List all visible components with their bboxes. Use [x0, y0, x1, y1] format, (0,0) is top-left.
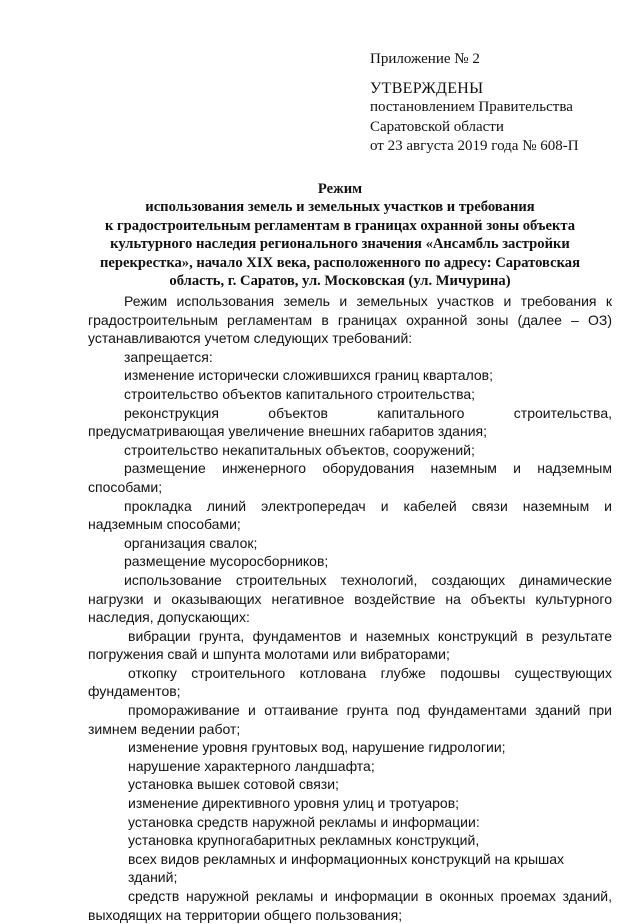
- approved-label: УТВЕРЖДЕНЫ: [370, 79, 484, 97]
- sub-list-item: установка средств наружной рекламы и информации:: [128, 813, 480, 830]
- title-line: культурного наследия регионального значения «Ансамбль застройки: [110, 236, 570, 253]
- title-line: область, г. Саратов, ул. Московская (ул. Мичурина): [169, 273, 511, 290]
- sub-list-item: вибрации грунта, фундаментов и наземных конструкций в результате погружения свай и шпунта молотами или вибраторами;: [88, 627, 612, 663]
- document-body: [88, 292, 612, 924]
- title-line: перекрестка», начало XIX века, расположенного по адресу: Саратовская: [100, 254, 580, 271]
- sub-list-item: установка крупногабаритных рекламных конструкций,: [128, 832, 480, 849]
- intro-paragraph: Режим использования земель и земельных участков и требования к градостроительным регламентам в границах охранной зоны (далее – ОЗ) устанавливаются учетом следующих требований:: [88, 293, 612, 347]
- list-item: размещение инженерного оборудования наземным и надземным способами;: [88, 460, 612, 495]
- sub-list-item: промораживание и оттаивание грунта под фундаментами зданий при зимнем ведении работ;: [88, 702, 612, 737]
- list-item: изменение исторически сложившихся границ кварталов;: [124, 367, 494, 384]
- sub-list-item: откопку строительного котлована глубже подошвы существующих фундаментов;: [88, 664, 612, 700]
- sub-list-item: нарушение характерного ландшафта;: [128, 757, 375, 774]
- sub-list-item: всех видов рекламных и информационных конструкций на крышах зданий;: [128, 850, 565, 886]
- list-item: прокладка линий электропередач и кабелей связи наземным и надземным способами;: [88, 497, 612, 533]
- sub-list-item: изменение директивного уровня улиц и тротуаров;: [128, 795, 460, 812]
- list-item: строительство некапитальных объектов, сооружений;: [124, 441, 475, 458]
- sub-list-item: изменение уровня грунтовых вод, нарушение гидрологии;: [128, 739, 506, 756]
- approval-date-number: от 23 августа 2019 года № 608-П: [370, 138, 579, 154]
- sub-list-item: средств наружной рекламы и информации в оконных проемах зданий, выходящих на территории общего пользования;: [88, 888, 612, 923]
- appendix-label: Приложение № 2: [370, 51, 480, 67]
- list-item: использование строительных технологий, создающих динамические нагрузки и оказывающих негативное воздействие на объекты культурного наследия, допускающих:: [88, 571, 612, 626]
- approval-block: [370, 50, 630, 157]
- title-line: Режим: [317, 181, 363, 197]
- document-title: [68, 180, 612, 290]
- list-item: размещение мусоросборников;: [124, 553, 329, 570]
- sub-list-item: установка вышек сотовой связи;: [128, 776, 339, 793]
- prohibited-heading: запрещается:: [124, 348, 213, 365]
- list-item: организация свалок;: [124, 534, 258, 551]
- list-item: строительство объектов капитального строительства;: [124, 385, 476, 402]
- approved-by: постановлением Правительства: [370, 99, 573, 115]
- title-line: использования земель и земельных участков и требования: [145, 199, 535, 216]
- approved-region: Саратовской области: [370, 118, 504, 135]
- title-line: к градостроительным регламентам в границах охранной зоны объекта: [104, 217, 576, 234]
- list-item: реконструкция объектов капитального строительства, предусматривающая увеличение внешних габаритов здания;: [88, 404, 612, 440]
